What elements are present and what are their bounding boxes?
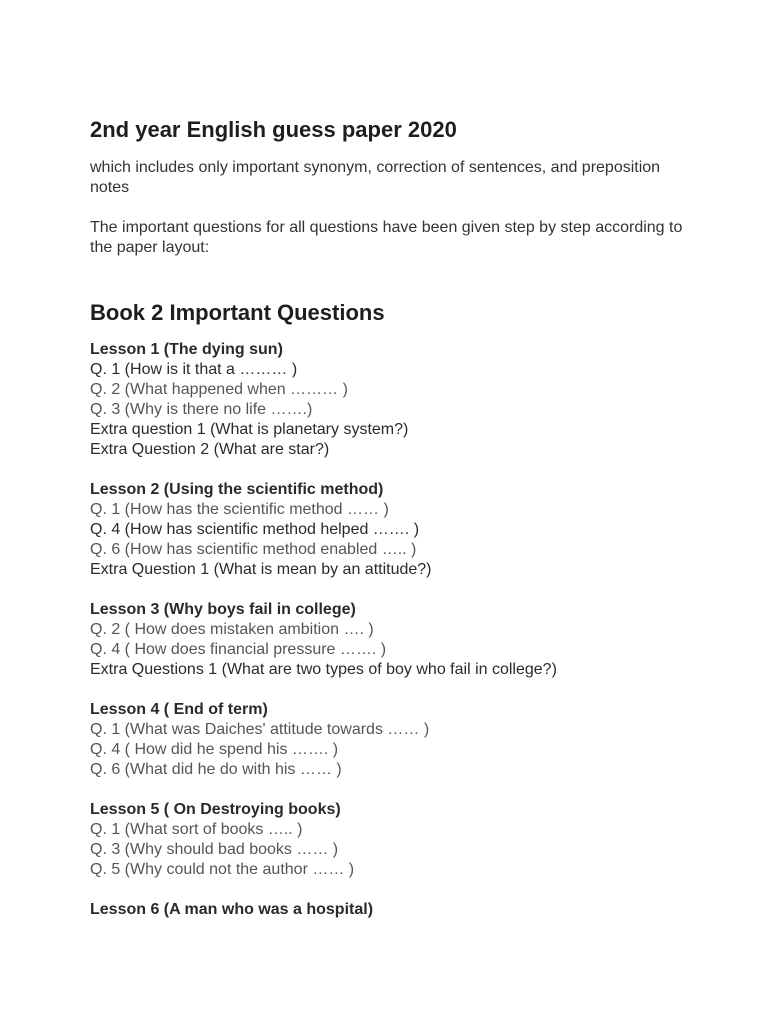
question-line: Q. 4 ( How does financial pressure ……. ) [90, 641, 387, 658]
question-line: Q. 6 (What did he do with his …… ) [90, 761, 342, 778]
question-line: Q. 2 (What happened when ……… ) [90, 381, 348, 398]
question-line: Q. 6 (How has scientific method enabled ….. ) [90, 541, 417, 558]
extra-question-line: Extra Question 2 (What are star?) [90, 441, 330, 458]
lesson-heading: Lesson 2 (Using the scientific method) [90, 481, 384, 498]
intro-paragraph-1: which includes only important synonym, correction of sentences, and preposition notes [90, 159, 661, 196]
lesson-heading: Lesson 4 ( End of term) [90, 701, 268, 718]
lesson-heading: Lesson 6 (A man who was a hospital) [90, 901, 374, 918]
lesson-heading: Lesson 1 (The dying sun) [90, 341, 283, 358]
lesson-1 [90, 340, 730, 460]
document-title: 2nd year English guess paper 2020 [90, 117, 457, 142]
question-line: Q. 3 (Why should bad books …… ) [90, 841, 339, 858]
section-heading: Book 2 Important Questions [90, 300, 385, 325]
extra-question-line: Extra Question 1 (What is mean by an attitude?) [90, 561, 432, 578]
question-line: Q. 4 (How has scientific method helped ……. ) [90, 521, 420, 538]
question-line: Q. 5 (Why could not the author …… ) [90, 861, 355, 878]
question-line: Q. 4 ( How did he spend his ……. ) [90, 741, 339, 758]
lesson-6 [90, 900, 730, 920]
question-line: Q. 1 (How has the scientific method …… ) [90, 501, 389, 518]
lesson-2 [90, 480, 730, 580]
extra-question-line: Extra question 1 (What is planetary system?) [90, 421, 409, 438]
question-line: Q. 1 (What was Daiches' attitude towards …… ) [90, 721, 430, 738]
extra-question-line: Extra Questions 1 (What are two types of boy who fail in college?) [90, 661, 557, 678]
lesson-3 [90, 600, 730, 680]
question-line: Q. 3 (Why is there no life …….) [90, 401, 313, 418]
lesson-heading: Lesson 5 ( On Destroying books) [90, 801, 341, 818]
lessons-list [90, 340, 730, 940]
question-line: Q. 1 (How is it that a ……… ) [90, 361, 298, 378]
lesson-4 [90, 700, 730, 780]
lesson-heading: Lesson 3 (Why boys fail in college) [90, 601, 356, 618]
intro-paragraph-2: The important questions for all questions have been given step by step according to the paper layout: [90, 219, 683, 256]
question-line: Q. 1 (What sort of books ….. ) [90, 821, 303, 838]
lesson-5 [90, 800, 730, 880]
question-line: Q. 2 ( How does mistaken ambition …. ) [90, 621, 374, 638]
